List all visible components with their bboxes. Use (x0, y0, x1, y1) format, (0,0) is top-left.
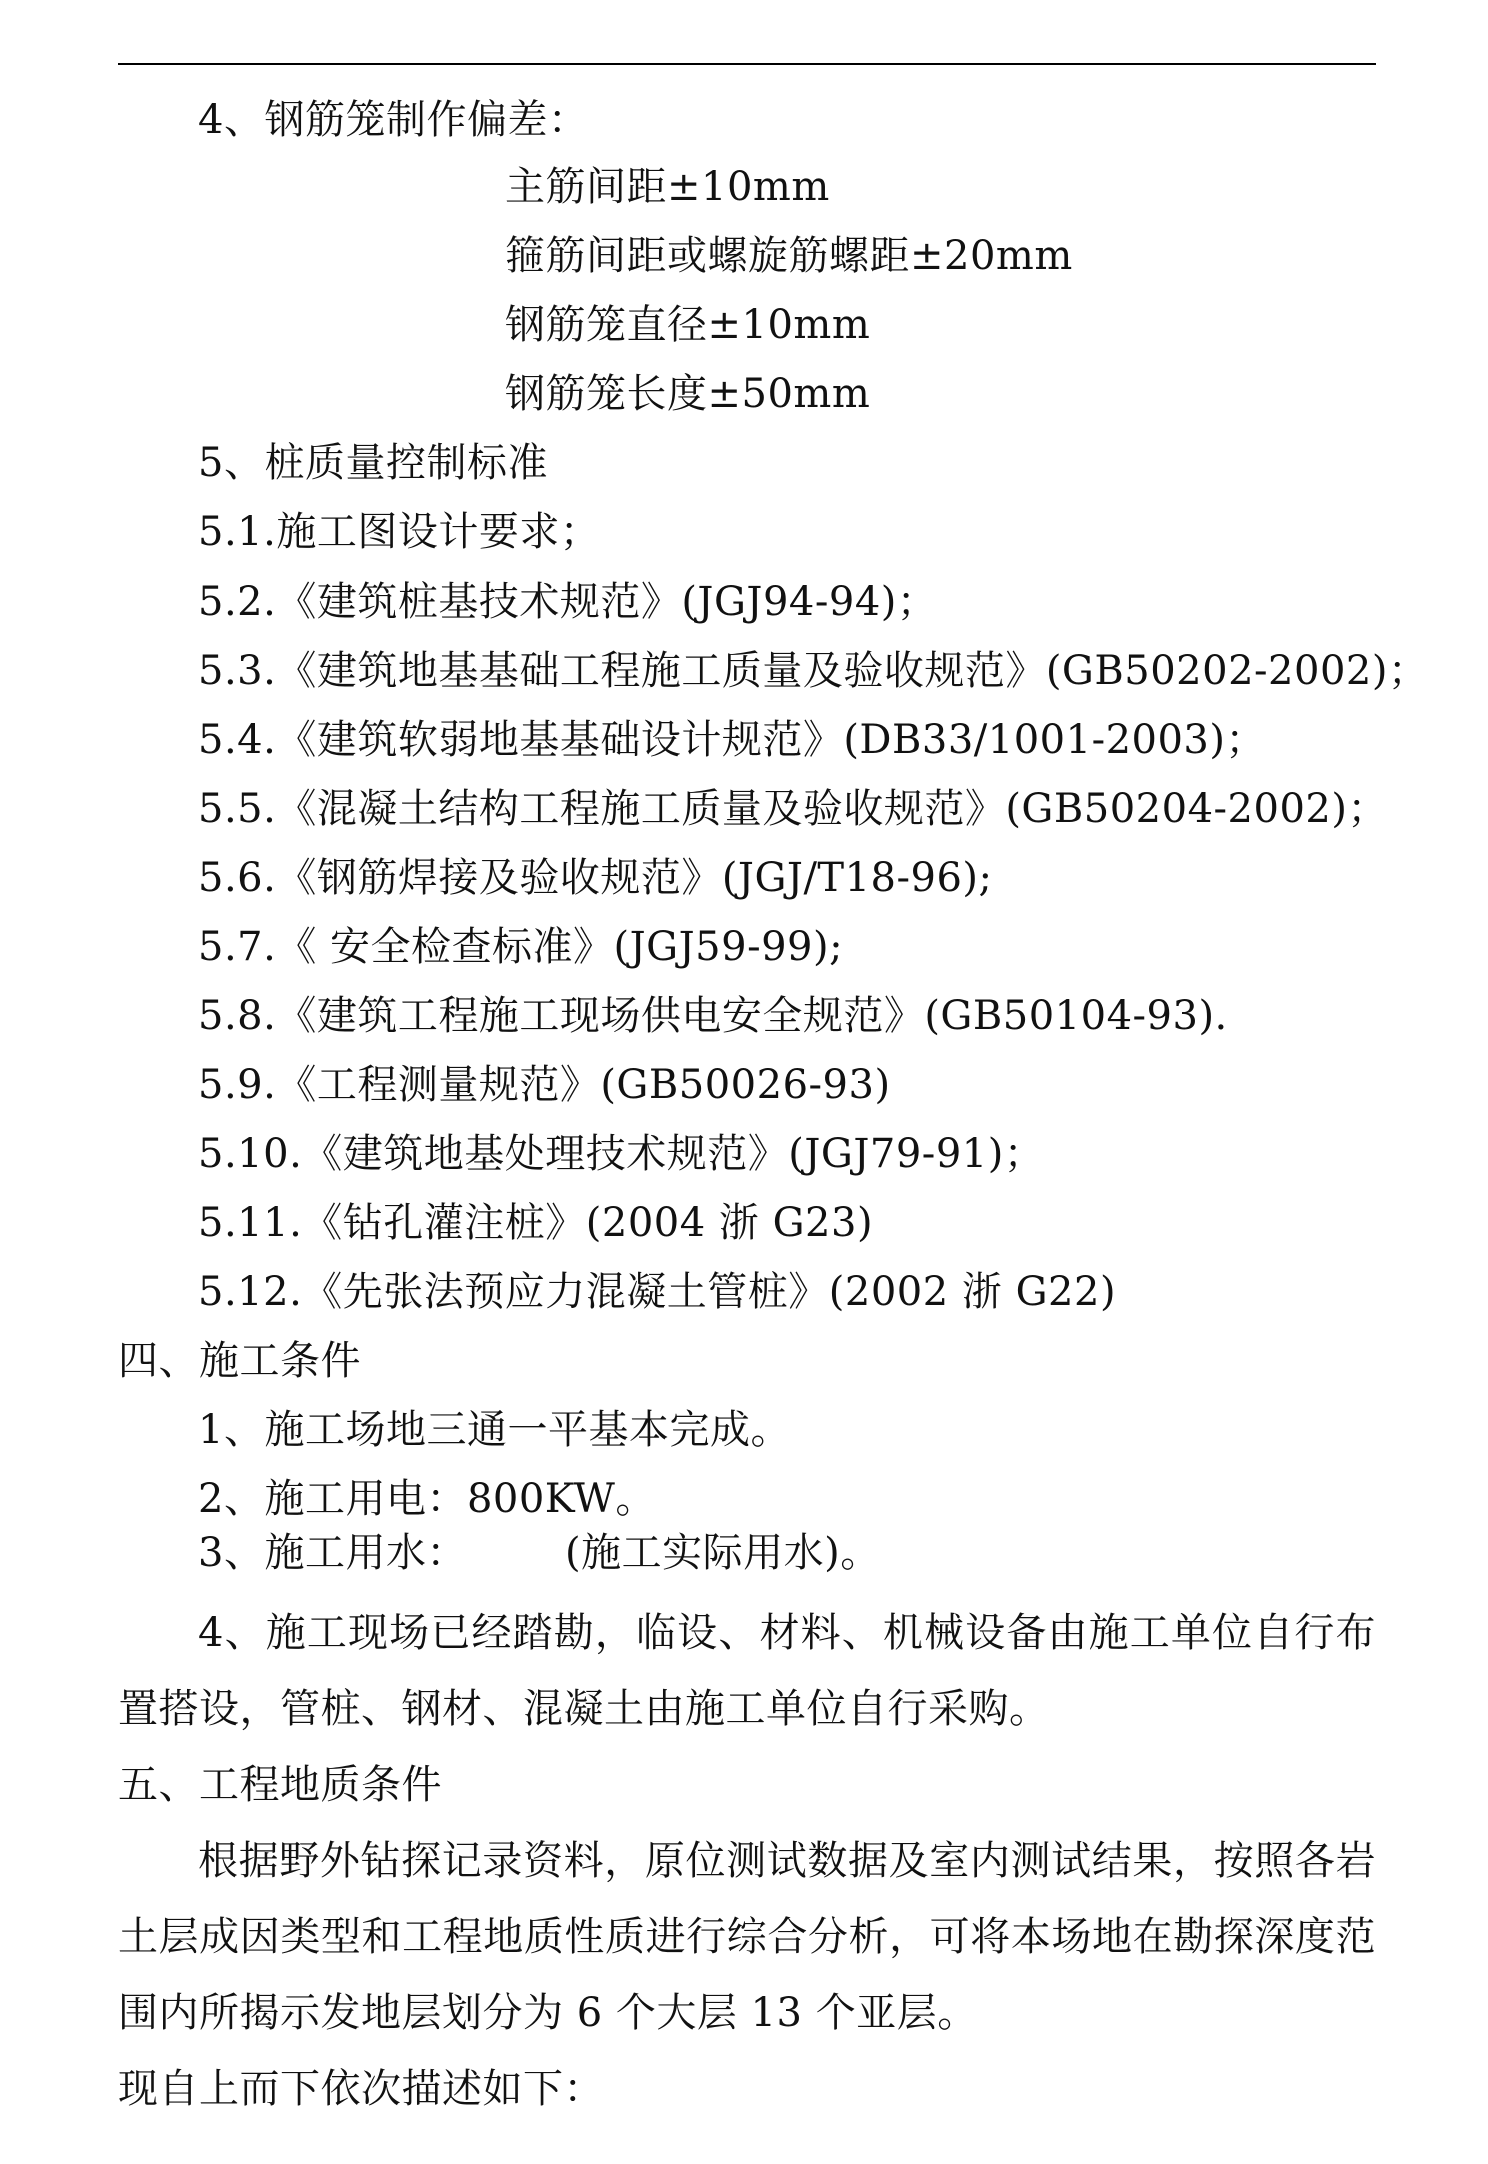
pile-quality-heading: 5、桩质量控制标准 (198, 440, 548, 486)
standard-item: 5.5.《混凝土结构工程施工质量及验收规范》(GB50204-2002)； (198, 786, 1388, 832)
geology-closing: 现自上而下依次描述如下： (118, 2066, 604, 2112)
condition-item-4-line-2: 置搭设，管桩、钢材、混凝土由施工单位自行采购。 (118, 1686, 1050, 1732)
condition-item-3-label: 3、施工用水： (198, 1530, 467, 1576)
standard-item: 5.9.《工程测量规范》(GB50026-93) (198, 1062, 891, 1108)
geology-paragraph-line-3: 围内所揭示发地层划分为 6 个大层 13 个亚层。 (118, 1990, 978, 2036)
standard-item: 5.11.《钻孔灌注桩》(2004 浙 G23) (198, 1200, 874, 1246)
condition-item-1: 1、施工场地三通一平基本完成。 (198, 1407, 791, 1453)
standard-item: 5.7.《 安全检查标准》(JGJ59-99); (198, 924, 844, 970)
rebar-cage-heading: 4、钢筋笼制作偏差： (198, 97, 589, 143)
condition-item-2: 2、施工用电：800KW。 (198, 1476, 656, 1522)
geology-paragraph-line-1: 根据野外钻探记录资料，原位测试数据及室内测试结果，按照各岩 (198, 1838, 1376, 1884)
tolerance-cage-length: 钢筋笼长度±50mm (505, 371, 871, 417)
construction-conditions-heading: 四、施工条件 (118, 1338, 361, 1384)
standard-item: 5.8.《建筑工程施工现场供电安全规范》(GB50104-93). (198, 993, 1228, 1039)
standard-item: 5.12.《先张法预应力混凝土管桩》(2002 浙 G22) (198, 1269, 1117, 1315)
tolerance-main-bar-spacing: 主筋间距±10mm (505, 164, 830, 210)
standard-item: 5.6.《钢筋焊接及验收规范》(JGJ/T18-96); (198, 855, 993, 901)
header-rule (118, 63, 1376, 65)
condition-item-3-value: (施工实际用水)。 (565, 1530, 881, 1576)
condition-item-4-line-1: 4、施工现场已经踏勘，临设、材料、机械设备由施工单位自行布 (198, 1610, 1376, 1656)
standard-item: 5.2.《建筑桩基技术规范》(JGJ94-94)； (198, 579, 938, 625)
standard-item: 5.10.《建筑地基处理技术规范》(JGJ79-91)； (198, 1131, 1045, 1177)
standard-item: 5.3.《建筑地基基础工程施工质量及验收规范》(GB50202-2002)； (198, 648, 1429, 694)
standard-item: 5.4.《建筑软弱地基基础设计规范》(DB33/1001-2003)； (198, 717, 1266, 763)
geology-heading: 五、工程地质条件 (118, 1762, 442, 1808)
standard-item: 5.1.施工图设计要求； (198, 509, 601, 555)
tolerance-stirrup-spacing: 箍筋间距或螺旋筋螺距±20mm (505, 233, 1073, 279)
tolerance-cage-diameter: 钢筋笼直径±10mm (505, 302, 871, 348)
geology-paragraph-line-2: 土层成因类型和工程地质性质进行综合分析，可将本场地在勘探深度范 (118, 1914, 1376, 1960)
